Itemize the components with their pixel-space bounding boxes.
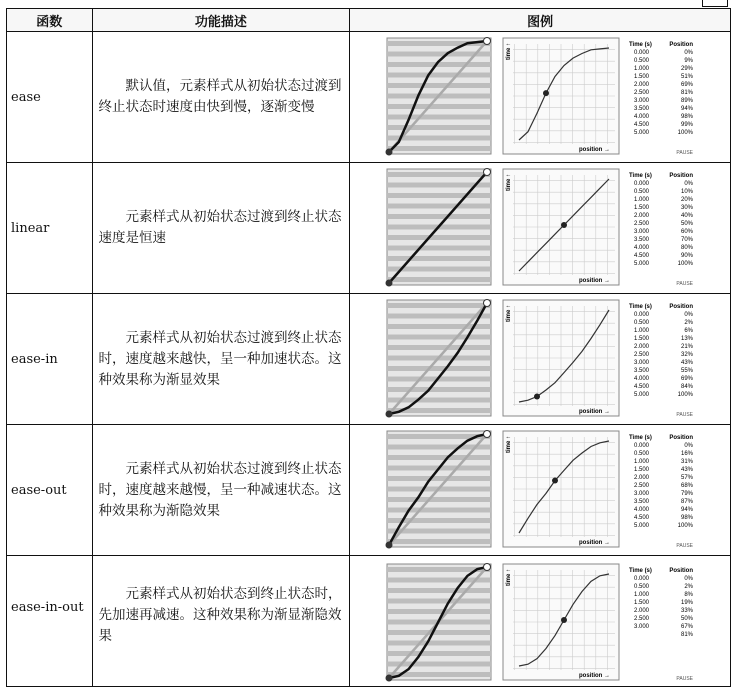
progression-stripe <box>387 214 491 219</box>
table-header-position: Position <box>669 304 694 310</box>
timing-chart-ease-out <box>383 427 697 553</box>
time-cell: 1.000 <box>634 197 650 203</box>
function-name: ease <box>7 32 93 163</box>
table-header-position: Position <box>669 435 694 441</box>
position-cell: 69% <box>681 82 694 88</box>
position-cell: 81% <box>681 90 694 96</box>
end-point <box>484 300 491 307</box>
position-cell: 60% <box>681 229 694 235</box>
function-description: 元素样式从初始状态过渡到终止状态时，速度越来越快，呈一种加速状态。这种效果称为渐显效果 <box>98 329 342 388</box>
position-cell: 0% <box>684 312 694 318</box>
position-cell: 21% <box>681 344 694 350</box>
timing-chart-ease-in <box>383 296 697 422</box>
position-cell: 69% <box>681 376 694 382</box>
position-cell: 90% <box>681 253 694 259</box>
time-cell: 3.000 <box>634 360 650 366</box>
progression-stripe <box>387 235 491 240</box>
time-cell: 0.500 <box>634 584 650 590</box>
time-cell: 1.500 <box>634 74 650 80</box>
time-cell: 4.500 <box>634 253 650 259</box>
position-cell: 94% <box>681 106 694 112</box>
progression-stripe <box>387 609 491 614</box>
x-axis-label: position → <box>579 540 611 546</box>
time-cell: 4.000 <box>634 507 650 513</box>
end-point <box>484 431 491 438</box>
progression-stripe <box>387 476 491 481</box>
progression-stripe <box>387 277 491 282</box>
table-header-position: Position <box>669 568 694 574</box>
current-position-marker <box>561 222 567 228</box>
start-point <box>386 149 393 156</box>
position-cell: 40% <box>681 213 694 219</box>
time-cell: 1.500 <box>634 336 650 342</box>
time-cell: 3.500 <box>634 499 650 505</box>
y-axis-label: time ↑ <box>506 568 513 586</box>
function-description: 元素样式从初始状态过渡到终止状态时，速度越来越慢，呈一种减速状态。这种效果称为渐隐效果 <box>98 460 342 519</box>
pause-label: PAUSE <box>676 281 694 287</box>
progression-stripe <box>387 115 491 120</box>
function-description: 元素样式从初始状态过渡到终止状态速度是恒速 <box>98 209 342 246</box>
function-name: ease-in-out <box>7 556 93 687</box>
position-cell: 100% <box>677 130 694 136</box>
end-point <box>484 564 491 571</box>
position-cell: 100% <box>677 261 694 267</box>
time-cell: 3.000 <box>634 98 650 104</box>
table-header-position: Position <box>669 42 694 48</box>
position-cell: 30% <box>681 205 694 211</box>
progression-stripe <box>387 455 491 460</box>
time-cell: 4.500 <box>634 384 650 390</box>
time-cell: 2.000 <box>634 344 650 350</box>
position-cell: 0% <box>684 576 694 582</box>
position-cell: 51% <box>681 74 694 80</box>
timing-chart-ease <box>383 34 697 160</box>
timing-chart-linear <box>383 165 697 291</box>
x-axis-label: position → <box>579 673 611 679</box>
position-cell: 16% <box>681 451 694 457</box>
header-function: 函数 <box>7 9 93 32</box>
progression-stripe <box>387 651 491 656</box>
time-cell: 5.000 <box>634 261 650 267</box>
current-position-marker <box>543 90 549 96</box>
timing-chart-ease-in-out <box>383 560 697 686</box>
x-axis-label: position → <box>579 278 611 284</box>
header-description: 功能描述 <box>92 9 350 32</box>
position-cell: 19% <box>681 600 694 606</box>
progression-stripe <box>387 345 491 350</box>
position-cell: 6% <box>684 328 694 334</box>
time-cell: 2.500 <box>634 221 650 227</box>
function-name: ease-in <box>7 294 93 425</box>
start-point <box>386 411 393 418</box>
time-cell: 1.000 <box>634 328 650 334</box>
position-cell: 0% <box>684 443 694 449</box>
y-axis-label: time ↑ <box>506 42 513 60</box>
position-cell: 55% <box>681 368 694 374</box>
position-cell: 57% <box>681 475 694 481</box>
progression-stripe <box>387 630 491 635</box>
table-header-row <box>7 9 731 32</box>
position-cell: 80% <box>681 245 694 251</box>
current-position-marker <box>534 393 540 399</box>
time-cell: 2.000 <box>634 82 650 88</box>
header-figure: 图例 <box>350 9 731 32</box>
pause-label: PAUSE <box>676 676 694 682</box>
table-row <box>7 32 731 163</box>
position-cell: 20% <box>681 197 694 203</box>
time-cell: 2.500 <box>634 616 650 622</box>
time-cell: 4.000 <box>634 245 650 251</box>
position-cell: 13% <box>681 336 694 342</box>
time-cell: 3.000 <box>634 229 650 235</box>
table-row <box>7 556 731 687</box>
time-cell: 0.000 <box>634 312 650 318</box>
progression-stripe <box>387 204 491 209</box>
progression-stripe <box>387 73 491 78</box>
position-cell: 43% <box>681 360 694 366</box>
progression-stripe <box>387 366 491 371</box>
position-cell: 33% <box>681 608 694 614</box>
progression-stripe <box>387 146 491 151</box>
end-point <box>484 169 491 176</box>
time-cell: 0.500 <box>634 58 650 64</box>
position-cell: 43% <box>681 467 694 473</box>
start-point <box>386 280 393 287</box>
position-cell: 100% <box>677 392 694 398</box>
position-cell: 67% <box>681 624 694 630</box>
position-cell: 10% <box>681 189 694 195</box>
progression-stripe <box>387 588 491 593</box>
position-cell: 32% <box>681 352 694 358</box>
start-point <box>386 675 393 682</box>
time-cell: 3.500 <box>634 106 650 112</box>
position-cell: 100% <box>677 523 694 529</box>
position-cell: 84% <box>681 384 694 390</box>
position-cell: 31% <box>681 459 694 465</box>
position-cell: 29% <box>681 66 694 72</box>
progression-stripe <box>387 303 491 308</box>
table-row <box>7 425 731 556</box>
pause-label: PAUSE <box>676 543 694 549</box>
time-cell: 0.000 <box>634 181 650 187</box>
position-cell: 68% <box>681 483 694 489</box>
time-cell: 4.000 <box>634 376 650 382</box>
time-cell: 0.500 <box>634 320 650 326</box>
table-header-time: Time (s) <box>629 435 653 441</box>
position-cell: 50% <box>681 221 694 227</box>
current-position-marker <box>552 478 558 484</box>
y-axis-label: time ↑ <box>506 435 513 453</box>
pause-label: PAUSE <box>676 150 694 156</box>
time-cell: 0.000 <box>634 576 650 582</box>
table-header-time: Time (s) <box>629 173 653 179</box>
position-cell: 70% <box>681 237 694 243</box>
end-point <box>484 38 491 45</box>
position-cell: 98% <box>681 515 694 521</box>
time-cell: 2.500 <box>634 352 650 358</box>
position-cell: 2% <box>684 320 694 326</box>
progression-stripe <box>387 641 491 646</box>
time-cell: 5.000 <box>634 523 650 529</box>
time-cell: 4.500 <box>634 122 650 128</box>
progression-stripe <box>387 172 491 177</box>
y-axis-label: time ↑ <box>506 304 513 322</box>
progression-stripe <box>387 256 491 261</box>
time-cell: 0.500 <box>634 189 650 195</box>
position-cell: 99% <box>681 122 694 128</box>
position-cell: 79% <box>681 491 694 497</box>
table-header-time: Time (s) <box>629 42 653 48</box>
x-axis-label: position → <box>579 409 611 415</box>
position-cell: 0% <box>684 50 694 56</box>
time-cell: 3.500 <box>634 368 650 374</box>
time-cell: 4.500 <box>634 515 650 521</box>
time-cell: 0.000 <box>634 50 650 56</box>
x-axis-label: position → <box>579 147 611 153</box>
position-cell: 2% <box>684 584 694 590</box>
position-cell: 9% <box>684 58 694 64</box>
progression-stripe <box>387 125 491 130</box>
time-cell: 3.500 <box>634 237 650 243</box>
progression-stripe <box>387 599 491 604</box>
time-cell: 1.500 <box>634 467 650 473</box>
function-description: 元素样式从初始状态到终止状态时，先加速再减速。这种效果称为渐显渐隐效果 <box>98 586 342 644</box>
position-cell: 8% <box>684 592 694 598</box>
time-cell: 4.000 <box>634 114 650 120</box>
table-header-position: Position <box>669 173 694 179</box>
time-cell: 1.500 <box>634 205 650 211</box>
time-cell: 1.000 <box>634 459 650 465</box>
current-position-marker <box>561 617 567 623</box>
time-cell: 0.500 <box>634 451 650 457</box>
position-cell: 87% <box>681 499 694 505</box>
function-description: 默认值，元素样式从初始状态过渡到终止状态时速度由快到慢，逐渐变慢 <box>98 78 342 115</box>
time-cell: 2.500 <box>634 90 650 96</box>
time-cell: 3.000 <box>634 491 650 497</box>
progression-stripe <box>387 246 491 251</box>
time-cell: 1.000 <box>634 66 650 72</box>
time-cell: 2.000 <box>634 475 650 481</box>
time-cell: 5.000 <box>634 392 650 398</box>
progression-stripe <box>387 508 491 513</box>
time-cell: 3.000 <box>634 624 650 630</box>
progression-stripe <box>387 193 491 198</box>
pause-label: PAUSE <box>676 412 694 418</box>
progression-stripe <box>387 335 491 340</box>
position-cell: 98% <box>681 114 694 120</box>
progression-stripe <box>387 104 491 109</box>
time-cell: 2.000 <box>634 608 650 614</box>
time-cell: 0.000 <box>634 443 650 449</box>
time-cell: 2.500 <box>634 483 650 489</box>
timing-function-table <box>6 8 731 687</box>
progression-stripe <box>387 387 491 392</box>
table-row <box>7 294 731 425</box>
time-cell: 2.000 <box>634 213 650 219</box>
position-cell: 94% <box>681 507 694 513</box>
function-name: linear <box>7 163 93 294</box>
position-cell: 50% <box>681 616 694 622</box>
time-cell: 5.000 <box>634 130 650 136</box>
table-row <box>7 163 731 294</box>
position-cell: 89% <box>681 98 694 104</box>
time-cell: 1.500 <box>634 600 650 606</box>
page-corner-mark <box>702 0 728 7</box>
table-header-time: Time (s) <box>629 304 653 310</box>
position-cell: 0% <box>684 181 694 187</box>
function-name: ease-out <box>7 425 93 556</box>
y-axis-label: time ↑ <box>506 173 513 191</box>
progression-stripe <box>387 539 491 544</box>
progression-stripe <box>387 83 491 88</box>
progression-stripe <box>387 497 491 502</box>
position-cell: 81% <box>681 632 694 638</box>
table-header-time: Time (s) <box>629 568 653 574</box>
start-point <box>386 542 393 549</box>
page-top-edge <box>0 0 731 8</box>
time-cell: 1.000 <box>634 592 650 598</box>
